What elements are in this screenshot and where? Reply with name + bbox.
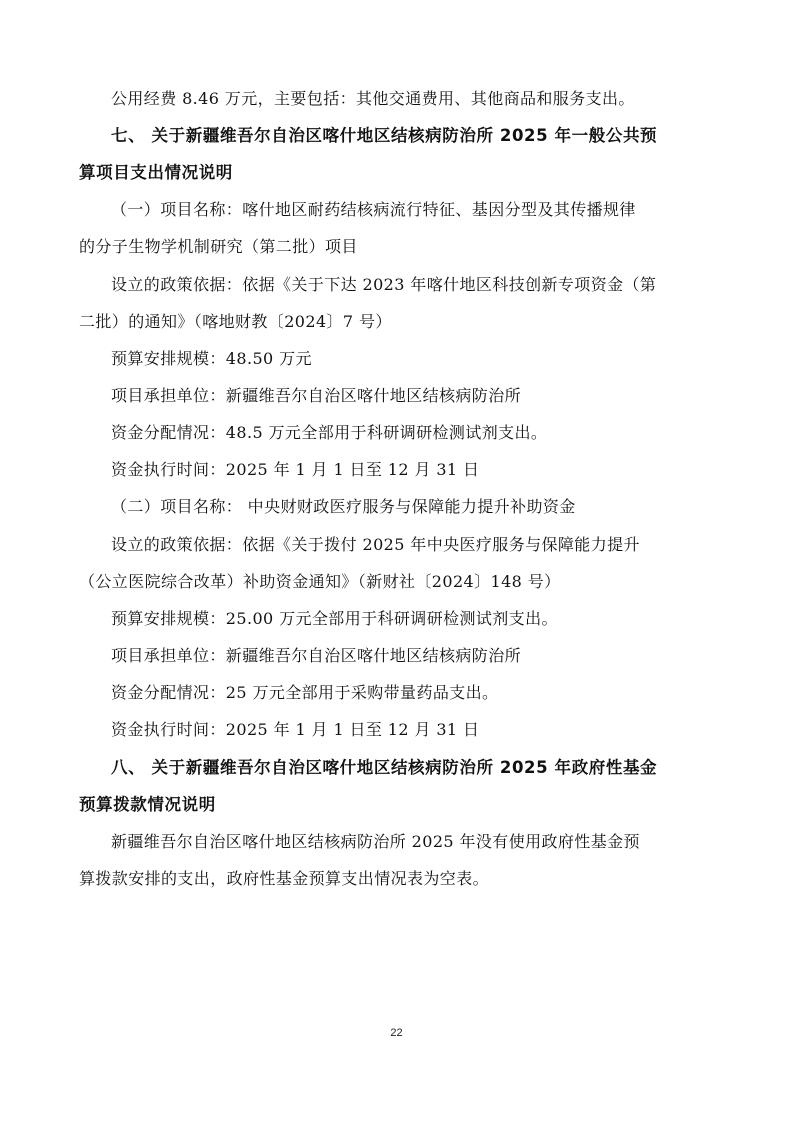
project-1-budget: 预算安排规模：48.50 万元 [111, 349, 312, 368]
fund-statement: 新疆维吾尔自治区喀什地区结核病防治所 2025 年没有使用政府性基金预 [111, 832, 640, 851]
section-heading-7: 七、 关于新疆维吾尔自治区喀什地区结核病防治所 2025 年一般公共预 [111, 126, 658, 145]
section-heading-8: 八、 关于新疆维吾尔自治区喀什地区结核病防治所 2025 年政府性基金 [111, 758, 658, 777]
section-heading-8-cont: 预算拨款情况说明 [79, 795, 216, 814]
fund-statement-cont: 算拨款安排的支出，政府性基金预算支出情况表为空表。 [79, 869, 490, 888]
project-2-policy: 设立的政策依据：依据《关于拨付 2025 年中央医疗服务与保障能力提升 [111, 535, 640, 554]
page-number: 22 [390, 1027, 403, 1039]
project-1-name: （一）项目名称：喀什地区耐药结核病流行特征、基因分型及其传播规律 [111, 200, 636, 219]
project-1-policy-cont: 二批）的通知》（喀地财教〔2024〕7 号） [79, 312, 392, 331]
project-1-name-cont: 的分子生物学机制研究（第二批）项目 [79, 237, 358, 256]
project-2-unit: 项目承担单位：新疆维吾尔自治区喀什地区结核病防治所 [111, 646, 522, 665]
project-2-period: 资金执行时间：2025 年 1 月 1 日至 12 月 31 日 [111, 720, 480, 739]
project-1-policy: 设立的政策依据：依据《关于下达 2023 年喀什地区科技创新专项资金（第 [111, 275, 657, 294]
project-1-allocation: 资金分配情况：48.5 万元全部用于科研调研检测试剂支出。 [111, 423, 548, 442]
section-heading-7-cont: 算项目支出情况说明 [79, 163, 233, 182]
project-1-unit: 项目承担单位：新疆维吾尔自治区喀什地区结核病防治所 [111, 386, 522, 405]
project-2-policy-cont: （公立医院综合改革）补助资金通知》（新财社〔2024〕148 号） [79, 572, 561, 591]
project-2-allocation: 资金分配情况：25 万元全部用于采购带量药品支出。 [111, 683, 499, 702]
project-2-name: （二）项目名称： 中央财财政医疗服务与保障能力提升补助资金 [111, 497, 576, 516]
text-line-1: 公用经费 8.46 万元，主要包括：其他交通费用、其他商品和服务支出。 [111, 89, 635, 108]
project-1-period: 资金执行时间：2025 年 1 月 1 日至 12 月 31 日 [111, 460, 480, 479]
project-2-budget: 预算安排规模：25.00 万元全部用于科研调研检测试剂支出。 [111, 609, 558, 628]
